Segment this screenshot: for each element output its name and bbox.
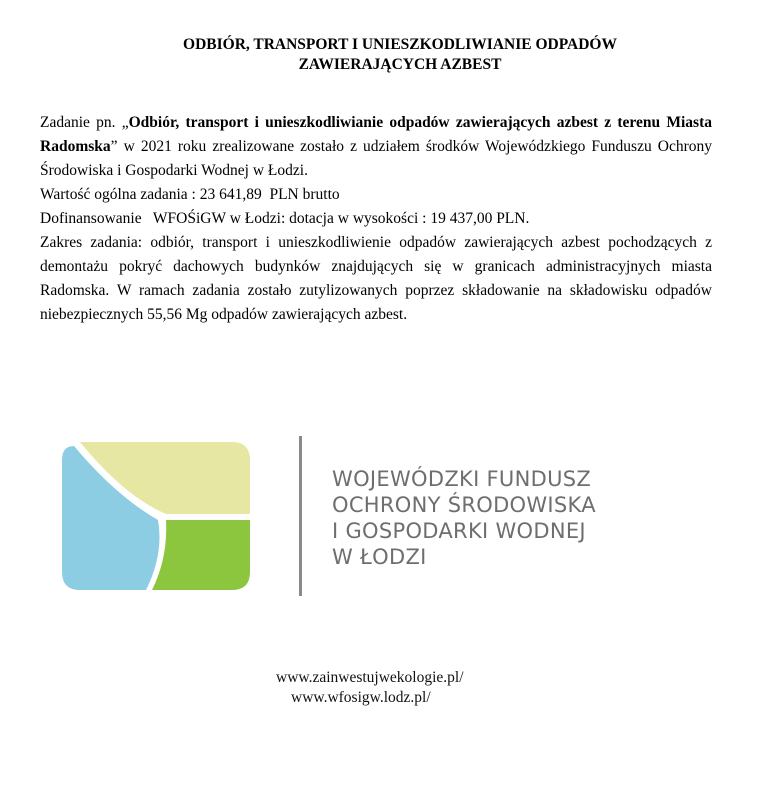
logo-text xyxy=(332,466,596,570)
logo-emblem-icon xyxy=(56,436,256,596)
total-value-line: Wartość ogólna zadania : 23 641,89 PLN brutto xyxy=(40,186,340,203)
task-name: Odbiór, transport i unieszkodliwianie odpadów zawierających azbest z terenu Miasta Radomska xyxy=(40,114,712,155)
logo-green-shape xyxy=(152,520,250,590)
scope-paragraph: Zakres zadania: odbiór, transport i unieszkodliwienie odpadów zawierających azbest pochodzących z demontażu pokryć dachowych budynków znajdujących się w granicach administracyjnych miasta Radomska. W ramach zadania zostało zutylizowanych poprzez składowanie na składowisku odpadów niebezpiecznych 55,56 Mg odpadów zawierających azbest. xyxy=(40,234,712,323)
funding-line: Dofinansowanie WFOŚiGW w Łodzi: dotacja w wysokości : 19 437,00 PLN. xyxy=(40,210,530,227)
link-zainwestujwekologie[interactable]: www.zainwestujwekologie.pl/ xyxy=(276,669,464,686)
logo-divider xyxy=(299,436,302,596)
link-wfosigw[interactable]: www.wfosigw.lodz.pl/ xyxy=(291,689,431,706)
title-line-2: ZAWIERAJĄCYCH AZBEST xyxy=(298,56,502,73)
logo-text-line-2: OCHRONY ŚRODOWISKA xyxy=(332,493,596,517)
document-body xyxy=(40,111,712,327)
logo-text-line-1: WOJEWÓDZKI FUNDUSZ xyxy=(332,467,592,491)
logo-text-line-4: W ŁODZI xyxy=(332,545,427,569)
document-title xyxy=(0,35,760,75)
wfosigw-logo xyxy=(56,436,676,596)
logo-text-line-3: I GOSPODARKI WODNEJ xyxy=(332,519,586,543)
title-line-1: ODBIÓR, TRANSPORT I UNIESZKODLIWIANIE ODPADÓW xyxy=(183,36,617,53)
task-suffix: ” w 2021 roku zrealizowane zostało z udziałem środków Wojewódzkiego Funduszu Ochrony Środowiska i Gospodarki Wodnej w Łodzi. xyxy=(40,138,712,179)
task-paragraph xyxy=(40,111,712,183)
task-prefix: Zadanie pn. „ xyxy=(40,114,129,131)
